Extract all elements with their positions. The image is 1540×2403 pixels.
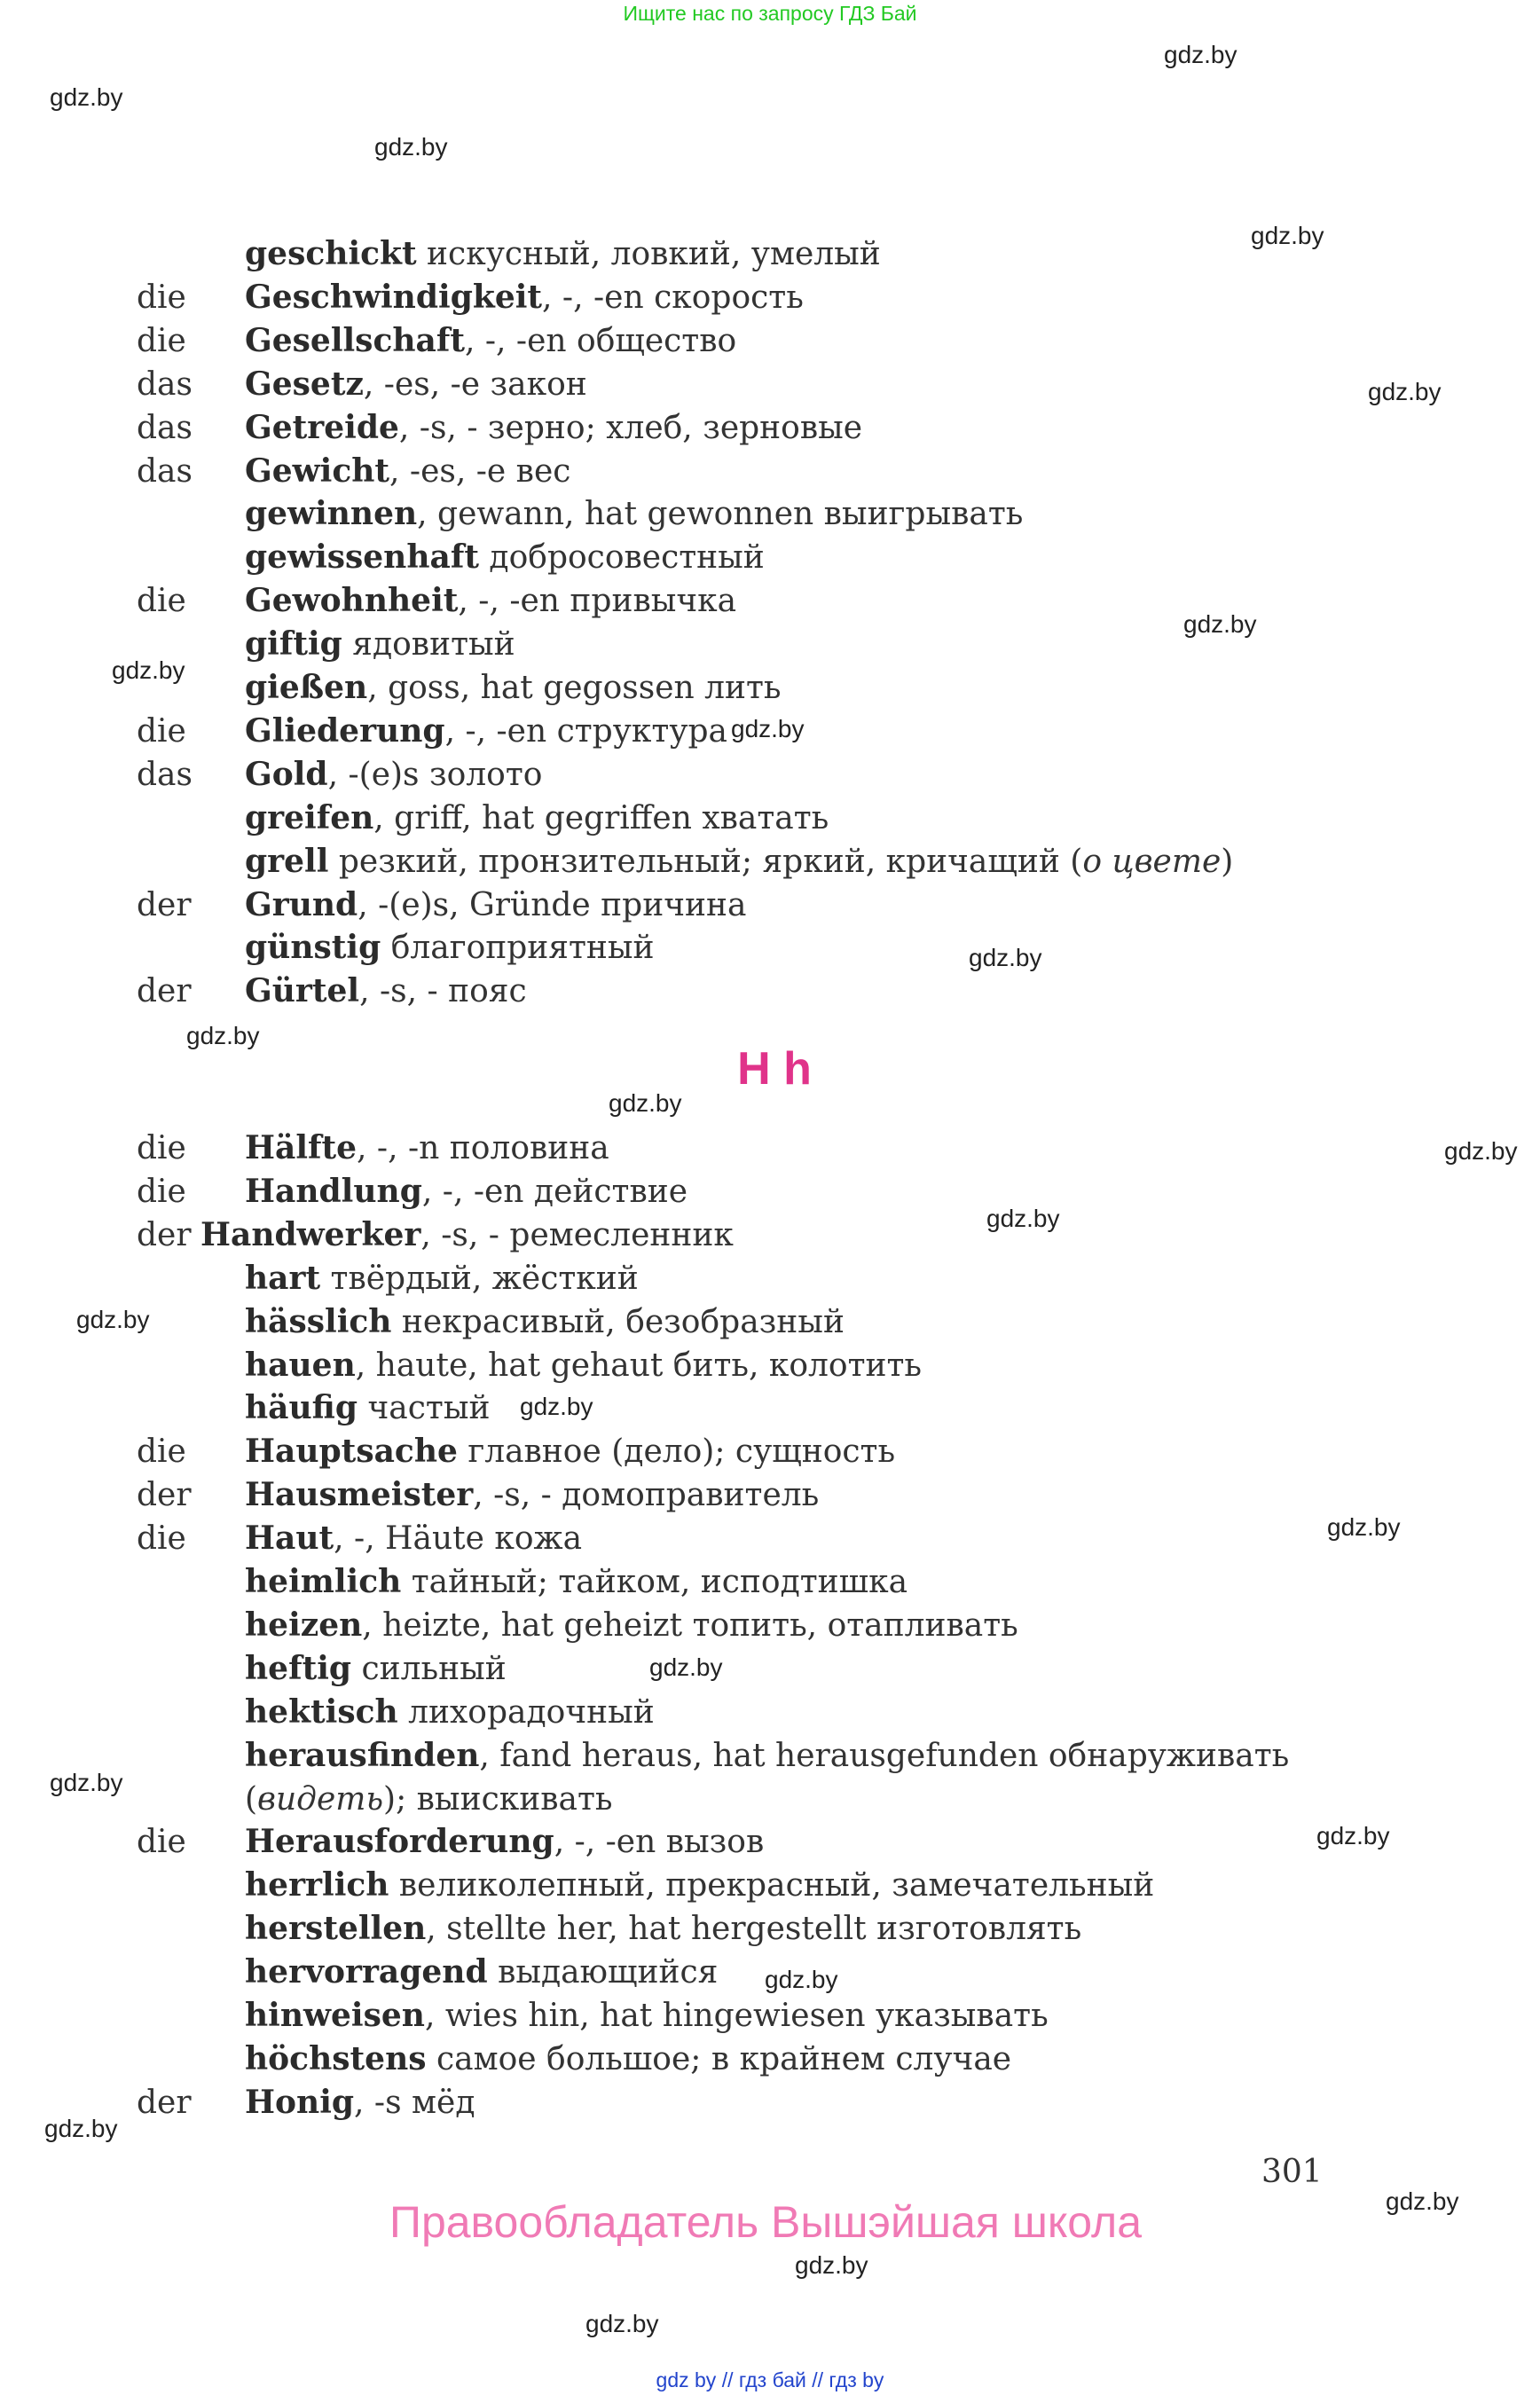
entry-article: der: [137, 1477, 192, 1514]
watermark: gdz.by: [585, 2310, 659, 2337]
entry-translation: , -, Häute кожа: [334, 1520, 583, 1558]
entry-article: der: [137, 973, 192, 1010]
watermark: gdz.by: [44, 2115, 118, 2142]
footer-links: gdz by // гдз бай // гдз by: [656, 2368, 884, 2391]
entry-headword: Gold: [245, 755, 328, 793]
page-number: 301: [1261, 2154, 1323, 2190]
entry-translation: главное (дело); сущность: [457, 1433, 896, 1471]
entry-translation: , griff, hat gegriffen хватать: [373, 799, 829, 836]
top-banner: Ищите нас по запросу ГДЗ Бай: [623, 2, 917, 25]
entry-headword: Handlung: [245, 1172, 422, 1210]
entry-body: [245, 2081, 475, 2124]
entry-continuation: [245, 1778, 612, 1821]
copyright-notice: Правообладатель Вышэйшая школа: [389, 2197, 1142, 2247]
entry-translation: , -s, - домоправитель: [473, 1477, 820, 1514]
entry-translation: , heizte, hat geheizt топить, отапливать: [362, 1606, 1018, 1644]
entry-article: das: [137, 409, 192, 446]
entry-translation: , -es, -e закон: [363, 365, 587, 403]
entry-body: [245, 1430, 895, 1473]
watermark: gdz.by: [50, 83, 123, 111]
entry-body: [245, 406, 862, 450]
entry-translation: некрасивый, безобразный: [391, 1303, 845, 1340]
entry-translation: , -(e)s золото: [327, 756, 543, 793]
entry-translation: , -, -n половина: [357, 1130, 609, 1166]
entry-headword: heftig: [245, 1649, 352, 1687]
entry-body: [245, 1647, 507, 1691]
entry-body: [245, 1820, 764, 1864]
entry-translation: , -, -en привычка: [458, 583, 737, 620]
entry-body: [245, 753, 542, 797]
watermark: gdz.by: [969, 944, 1042, 971]
entry-article: die: [137, 279, 186, 316]
entry-translation: ядовитый: [342, 626, 515, 664]
entry-translation: , -, -en скорость: [542, 279, 804, 316]
entry-body: [245, 492, 1023, 536]
entry-body: [245, 1734, 1289, 1778]
entry-body: [245, 1473, 819, 1517]
entry-translation: сильный: [351, 1650, 507, 1687]
entry-headword: grell: [245, 842, 329, 880]
entry-article: der: [137, 886, 192, 923]
watermark: gdz.by: [76, 1306, 150, 1333]
entry-translation: , -, -en вызов: [554, 1824, 765, 1861]
entry-headword: hektisch: [245, 1692, 398, 1731]
entry-body: [245, 1517, 582, 1560]
entry-body: [245, 797, 829, 840]
entry-body: [245, 579, 736, 623]
entry-body: [245, 1951, 718, 1994]
entry-translation: , -, -en структура: [444, 712, 728, 750]
entry-translation: частый: [358, 1390, 491, 1427]
entry-headword: heizen: [245, 1606, 363, 1644]
entry-translation: твёрдый, жёсткий: [320, 1260, 639, 1297]
watermark: gdz.by: [1368, 378, 1442, 405]
watermark: gdz.by: [1327, 1513, 1401, 1541]
entry-text: (: [245, 1780, 258, 1818]
entry-body: [245, 666, 782, 710]
entry-headword: Gliederung: [245, 711, 445, 750]
entry-headword: herrlich: [245, 1866, 389, 1904]
entry-article: die: [137, 712, 186, 750]
entry-body: [245, 1386, 490, 1430]
entry-translation: выдающийся: [487, 1954, 719, 1991]
watermark: gdz.by: [520, 1393, 593, 1420]
entry-translation: великолепный, прекрасный, замечательный: [389, 1867, 1155, 1904]
watermark: gdz.by: [765, 1966, 838, 1993]
entry-body: [245, 840, 1233, 883]
entry-body: [245, 883, 746, 927]
watermark: gdz.by: [609, 1089, 682, 1117]
entry-body: [245, 926, 655, 970]
entry-headword: Hausmeister: [245, 1476, 474, 1514]
entry-translation: благоприятный: [381, 930, 655, 967]
entry-translation: , -s, - зерно; хлеб, зерновые: [398, 409, 863, 446]
entry-article: die: [137, 322, 186, 359]
entry-body: [245, 363, 587, 406]
entry-translation: , -s, - ремесленник: [420, 1216, 734, 1253]
entry-translation: добросовестный: [478, 539, 765, 577]
watermark: gdz.by: [186, 1022, 260, 1049]
watermark: gdz.by: [50, 1769, 123, 1796]
entry-body: [245, 1300, 845, 1344]
entry-translation: , -s, - пояс: [359, 973, 527, 1010]
entry-translation: , goss, hat gegossen лить: [367, 670, 782, 706]
entry-usage-note: о цвете: [1082, 843, 1222, 880]
entry-headword: Gürtel: [245, 972, 360, 1010]
entry-headword: Gesellschaft: [245, 321, 465, 359]
entry-article: die: [137, 1173, 186, 1210]
entry-article: die: [137, 1433, 186, 1471]
entry-headword: hart: [245, 1259, 321, 1297]
entry-article: der: [137, 2084, 192, 2121]
entry-article: das: [137, 756, 192, 793]
entry-body: [245, 2038, 1011, 2081]
entry-headword: Hauptsache: [245, 1433, 458, 1471]
entry-translation: , gewann, hat gewonnen выигрывать: [417, 496, 1024, 533]
entry-body: [245, 1604, 1018, 1647]
entry-article: das: [137, 452, 192, 490]
entry-translation: искусный, ловкий, умелый: [416, 236, 881, 272]
entry-article: die: [137, 1824, 186, 1861]
entry-headword: Herausforderung: [245, 1823, 554, 1861]
watermark: gdz.by: [795, 2251, 868, 2279]
entry-text: ); выискивать: [383, 1780, 613, 1818]
entry-translation: лихорадочный: [397, 1693, 655, 1731]
entry-translation: , wies hin, hat hingewiesen указывать: [424, 1998, 1049, 2034]
entry-body: [245, 1994, 1049, 2038]
entry-translation: самое большое; в крайнем случае: [426, 2040, 1012, 2077]
entry-headword: hervorragend: [245, 1953, 488, 1991]
entry-headword: hässlich: [245, 1302, 392, 1340]
entry-translation: тайный; тайком, исподтишка: [401, 1564, 908, 1600]
entry-translation: , -, -en действие: [421, 1173, 688, 1210]
entry-article: die: [137, 583, 186, 620]
entry-usage-note: видеть: [257, 1780, 384, 1818]
entry-body: [200, 1213, 734, 1257]
entry-headword: höchstens: [245, 2039, 427, 2077]
entry-headword: Honig: [245, 2083, 355, 2121]
entry-headword: Grund: [245, 885, 358, 923]
watermark: gdz.by: [1386, 2187, 1459, 2215]
entry-body: [245, 319, 736, 363]
watermark: gdz.by: [1183, 610, 1257, 638]
entry-article: der: [137, 1216, 192, 1253]
entry-translation: , fand heraus, hat herausgefunden обнаруживать: [479, 1737, 1290, 1774]
entry-headword: Handwerker: [200, 1215, 421, 1253]
entry-headword: Getreide: [245, 408, 399, 446]
entry-translation: , -, -en общество: [464, 322, 737, 359]
entry-body: [245, 623, 515, 666]
entry-headword: hinweisen: [245, 1997, 425, 2034]
entry-body: [245, 450, 570, 493]
watermark: gdz.by: [112, 656, 185, 684]
entry-body: [245, 710, 727, 753]
entry-headword: gewissenhaft: [245, 538, 479, 577]
entry-translation: , -s мёд: [354, 2084, 475, 2121]
entry-article: das: [137, 365, 192, 403]
watermark: gdz.by: [986, 1205, 1060, 1232]
entry-body: [245, 1907, 1081, 1951]
entry-headword: geschickt: [245, 235, 417, 272]
entry-headword: herstellen: [245, 1910, 427, 1948]
watermark: gdz.by: [1164, 41, 1238, 68]
watermark: gdz.by: [1316, 1822, 1390, 1849]
entry-article: die: [137, 1520, 186, 1558]
entry-headword: Gewicht: [245, 452, 390, 490]
entry-headword: hauen: [245, 1346, 356, 1384]
entry-headword: gießen: [245, 669, 368, 706]
entry-headword: häufig: [245, 1389, 358, 1427]
entry-body: [245, 1344, 922, 1387]
watermark: gdz.by: [1444, 1137, 1518, 1165]
entry-headword: heimlich: [245, 1563, 402, 1600]
entry-body: [245, 970, 527, 1013]
entry-headword: günstig: [245, 929, 381, 967]
entry-headword: greifen: [245, 798, 374, 836]
entry-headword: Gesetz: [245, 365, 364, 403]
entry-body: [245, 276, 804, 319]
entry-headword: herausfinden: [245, 1736, 480, 1774]
entry-body: [245, 1257, 639, 1300]
entry-body: [245, 1127, 609, 1170]
entry-headword: Geschwindigkeit: [245, 278, 543, 316]
entry-body: [245, 536, 765, 579]
entry-body: [245, 1560, 908, 1604]
entry-body: [245, 232, 881, 276]
section-letter-h: H h: [737, 1043, 812, 1095]
entry-headword: Gewohnheit: [245, 582, 459, 620]
watermark: gdz.by: [374, 133, 448, 161]
entry-headword: giftig: [245, 625, 342, 664]
entry-translation: , stellte her, hat hergestellt изготовлять: [426, 1911, 1082, 1948]
entry-headword: Hälfte: [245, 1129, 358, 1166]
entry-body: [245, 1170, 688, 1213]
watermark: gdz.by: [649, 1653, 723, 1681]
entry-headword: gewinnen: [245, 495, 418, 533]
watermark: gdz.by: [731, 715, 805, 742]
entry-translation: , -(e)s, Gründe причина: [358, 886, 747, 923]
entry-headword: Haut: [245, 1520, 334, 1558]
entry-translation: резкий, пронзительный; яркий, кричащий (: [328, 843, 1083, 880]
entry-article: die: [137, 1130, 186, 1166]
entry-body: [245, 1691, 655, 1734]
entry-body: [245, 1864, 1154, 1907]
entry-text: ): [1221, 843, 1234, 880]
watermark: gdz.by: [1251, 222, 1324, 249]
entry-translation: , -es, -e вес: [389, 452, 571, 490]
entry-translation: , haute, hat gehaut бить, колотить: [355, 1347, 923, 1384]
